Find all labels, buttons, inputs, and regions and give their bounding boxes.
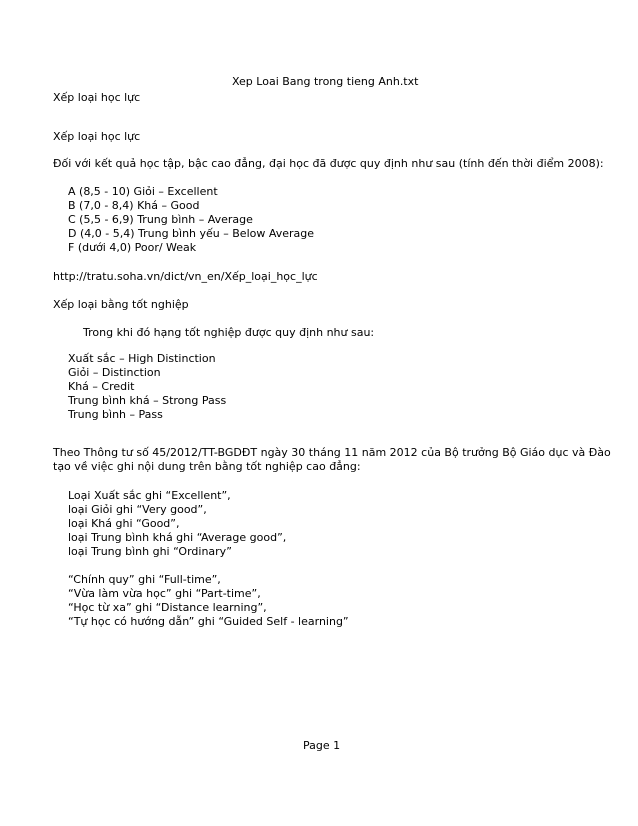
list-item: “Vừa làm vừa học” ghi “Part-time”, [68,587,261,600]
list-item: Xuất sắc – High Distinction [68,352,216,365]
list-item: Khá – Credit [68,380,135,393]
list-item: loại Trung bình khá ghi “Average good”, [68,531,287,544]
page-number: Page 1 [303,739,341,752]
document-filename-header: Xep Loai Bang trong tieng Anh.txt [232,75,419,88]
list-item: loại Khá ghi “Good”, [68,517,180,530]
list-item: “Tự học có hướng dẫn” ghi “Guided Self - learning” [68,615,349,628]
list-item: B (7,0 - 8,4) Khá – Good [68,199,200,212]
list-item: “Chính quy” ghi “Full-time”, [68,573,221,586]
list-item: Giỏi – Distinction [68,366,161,379]
list-item: C (5,5 - 6,9) Trung bình – Average [68,213,253,226]
list-item: D (4,0 - 5,4) Trung bình yếu – Below Average [68,227,315,240]
list-item: F (dưới 4,0) Poor/ Weak [68,241,197,254]
list-item: loại Giỏi ghi “Very good”, [68,503,207,516]
list-item: Trung bình khá – Strong Pass [68,394,227,407]
list-item: Loại Xuất sắc ghi “Excellent”, [68,489,231,502]
list-item: Trung bình – Pass [68,408,163,421]
heading-academic-rank-repeat: Xếp loại học lực [53,130,141,143]
circular-paragraph-line-1: Theo Thông tư số 45/2012/TT-BGDĐT ngày 30 tháng 11 năm 2012 của Bộ trưởng Bộ Giáo dục và Đào [53,446,611,459]
circular-paragraph-line-2: tạo về việc ghi nội dung trên bằng tốt nghiệp cao đẳng: [53,460,361,473]
list-item: “Học từ xa” ghi “Distance learning”, [68,601,267,614]
heading-academic-rank: Xếp loại học lực [53,91,141,104]
reference-link[interactable]: http://tratu.soha.vn/dict/vn_en/Xếp_loại_học_lực [53,270,318,283]
intro-paragraph: Đối với kết quả học tập, bậc cao đẳng, đại học đã được quy định như sau (tính đến thời điểm 2008): [53,157,604,170]
list-item: loại Trung bình ghi “Ordinary” [68,545,232,558]
heading-degree-rank: Xếp loại bằng tốt nghiệp [53,298,189,311]
list-item: A (8,5 - 10) Giỏi – Excellent [68,185,218,198]
degree-intro: Trong khi đó hạng tốt nghiệp được quy định như sau: [83,326,375,339]
